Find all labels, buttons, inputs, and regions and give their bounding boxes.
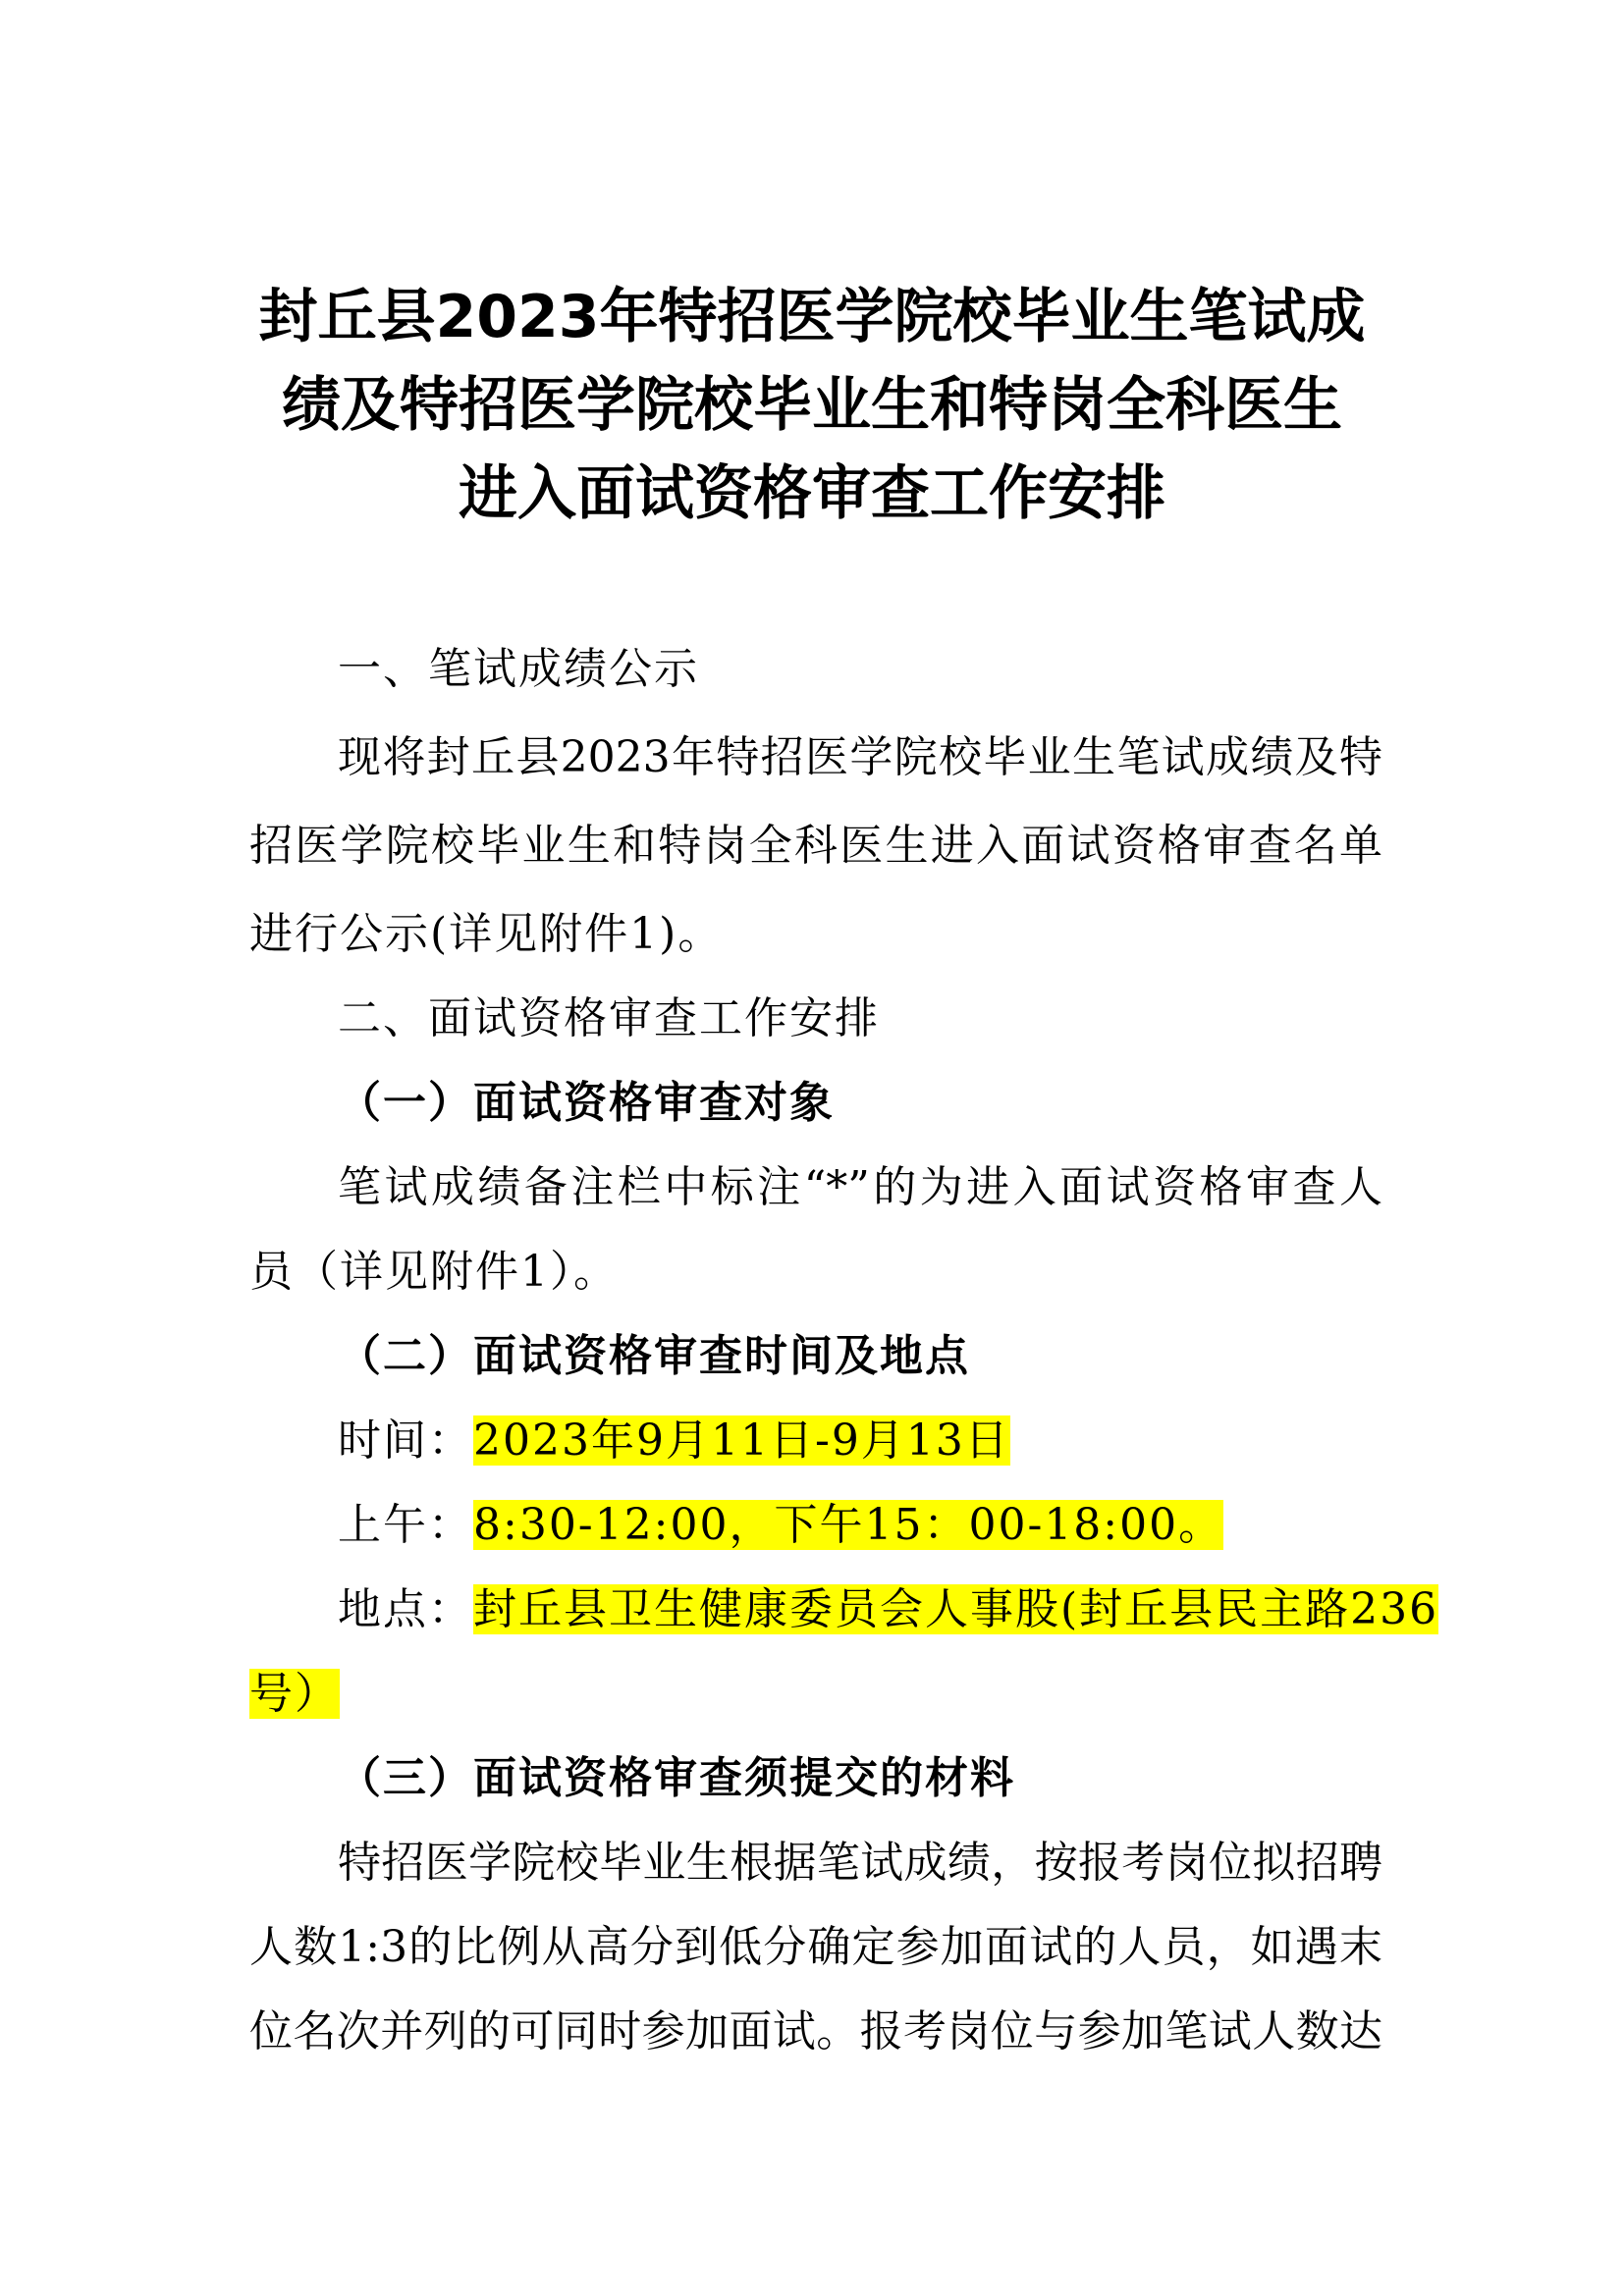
document-title-line-2: 绩及特招医学院校毕业生和特岗全科医生	[282, 371, 1342, 440]
subsection-3-paragraph-line-3: 位名次并列的可同时参加面试。报考岗位与参加笔试人数达	[249, 2006, 1382, 2056]
subsection-1-paragraph-line-1: 笔试成绩备注栏中标注“*”的为进入面试资格审查人	[338, 1162, 1382, 1212]
place-label: 地点：	[338, 1584, 473, 1634]
time-value: 2023年9月11日-9月13日	[473, 1415, 1010, 1466]
subsection-1-heading: （一）面试资格审查对象	[338, 1078, 835, 1128]
section-2-heading: 二、面试资格审查工作安排	[338, 993, 880, 1043]
section-1-paragraph-line-2: 招医学院校毕业生和特岗全科医生进入面试资格审查名单	[249, 821, 1382, 871]
subsection-3-heading: （三）面试资格审查须提交的材料	[338, 1753, 1015, 1803]
section-1-heading: 一、笔试成绩公示	[338, 644, 699, 694]
document-title-line-1: 封丘县2023年特招医学院校毕业生笔试成	[258, 283, 1366, 351]
subsection-3-paragraph-line-1: 特招医学院校毕业生根据笔试成绩，按报考岗位拟招聘	[338, 1838, 1382, 1888]
document-title-line-3: 进入面试资格审查工作安排	[459, 459, 1165, 528]
subsection-3-paragraph-line-2: 人数1:3的比例从高分到低分确定参加面试的人员，如遇末	[249, 1922, 1382, 1972]
place-value-line-2: 号）	[249, 1669, 340, 1719]
time-row	[338, 1412, 1010, 1470]
section-1-paragraph-line-1: 现将封丘县2023年特招医学院校毕业生笔试成绩及特	[338, 732, 1382, 782]
section-1-paragraph-line-3: 进行公示(详见附件1)。	[249, 909, 724, 959]
hours-label: 上午：	[338, 1500, 473, 1550]
subsection-2-heading: （二）面试资格审查时间及地点	[338, 1331, 970, 1381]
subsection-1-paragraph-line-2: 员（详见附件1）。	[249, 1247, 619, 1297]
time-label: 时间：	[338, 1415, 473, 1466]
hours-value: 8:30-12:00，下午15：00-18:00。	[473, 1500, 1224, 1550]
place-value-line-1: 封丘县卫生健康委员会人事股(封丘县民主路236	[473, 1584, 1439, 1634]
hours-row	[338, 1496, 1223, 1555]
place-row-continued	[249, 1665, 340, 1724]
place-row	[338, 1580, 1438, 1639]
